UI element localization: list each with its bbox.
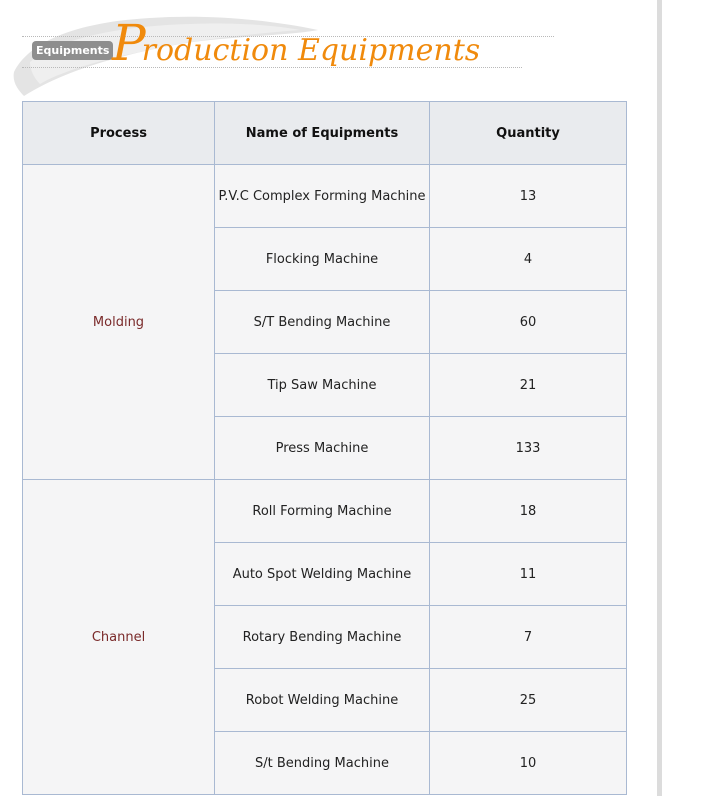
equipments-badge: Equipments — [32, 41, 113, 60]
quantity-cell: 133 — [430, 417, 627, 480]
page-title-rest: roduction Equipments — [141, 33, 481, 68]
equipment-name-cell: Tip Saw Machine — [215, 354, 430, 417]
quantity-cell: 13 — [430, 165, 627, 228]
quantity-cell: 21 — [430, 354, 627, 417]
equipment-name-cell: Rotary Bending Machine — [215, 606, 430, 669]
page-title-initial: P — [112, 14, 146, 72]
column-header-process: Process — [23, 102, 215, 165]
right-edge-divider — [657, 0, 662, 796]
quantity-cell: 10 — [430, 732, 627, 795]
table-row — [23, 480, 627, 543]
process-cell: Channel — [23, 480, 215, 795]
quantity-cell: 7 — [430, 606, 627, 669]
column-header-equipment-name: Name of Equipments — [215, 102, 430, 165]
page-title — [112, 16, 480, 78]
equipment-name-cell: Press Machine — [215, 417, 430, 480]
quantity-cell: 18 — [430, 480, 627, 543]
table-header-row — [23, 102, 627, 165]
quantity-cell: 25 — [430, 669, 627, 732]
equipment-name-cell: Roll Forming Machine — [215, 480, 430, 543]
equipment-name-cell: Flocking Machine — [215, 228, 430, 291]
page-header — [0, 0, 600, 100]
quantity-cell: 4 — [430, 228, 627, 291]
column-header-quantity: Quantity — [430, 102, 627, 165]
equipment-name-cell: S/t Bending Machine — [215, 732, 430, 795]
equipment-name-cell: Robot Welding Machine — [215, 669, 430, 732]
equipment-table — [22, 101, 627, 795]
equipment-name-cell: P.V.C Complex Forming Machine — [215, 165, 430, 228]
table-row — [23, 165, 627, 228]
equipment-name-cell: Auto Spot Welding Machine — [215, 543, 430, 606]
quantity-cell: 11 — [430, 543, 627, 606]
process-cell: Molding — [23, 165, 215, 480]
quantity-cell: 60 — [430, 291, 627, 354]
equipment-name-cell: S/T Bending Machine — [215, 291, 430, 354]
